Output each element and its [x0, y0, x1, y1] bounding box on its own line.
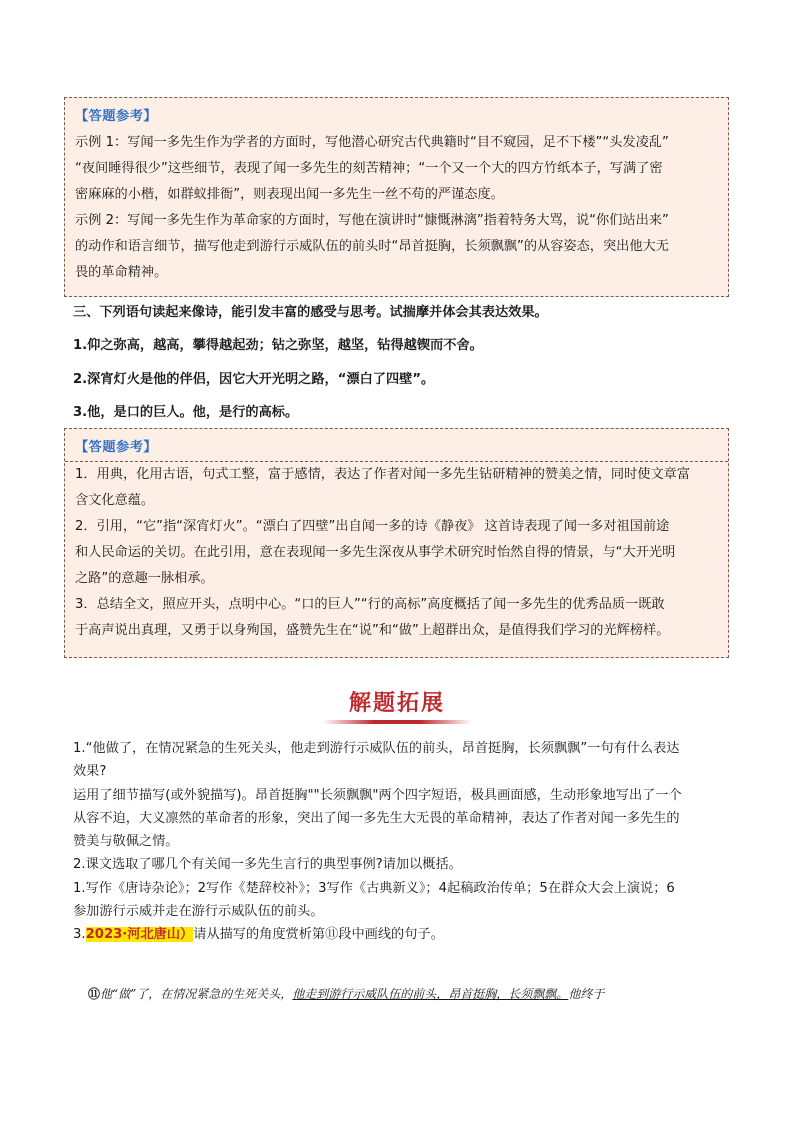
answer-line: 和人民命运的关切。在此引用，意在表现闻一多先生深夜从事学术研究时怡然自得的情景，与“大开光明	[75, 545, 676, 560]
answer-box-1	[64, 97, 729, 297]
source-tag: 2023·河北唐山）	[85, 927, 194, 943]
answer-box-2	[64, 428, 729, 658]
paragraph-number: ⑪	[88, 987, 101, 1001]
answer-line: 含文化意蕴。	[75, 493, 155, 508]
answer-line: 1.写作《唐诗杂论》；2写作《楚辞校补》；3写作《古典新义》；4起稿政治传单；5在群众大会上演说；6	[73, 880, 675, 896]
answer-line: 从容不迫，大义凛然的革命者的形象，突出了闻一多先生大无畏的革命精神，表达了作者对闻一多先生的	[73, 810, 680, 826]
title-underline	[322, 720, 472, 724]
answer-line: 密麻麻的小楷，如群蚁排衙”，则表现出闻一多先生一丝不苟的严谨态度。	[75, 187, 504, 202]
answer-title: 【答题参考】	[75, 440, 158, 455]
quoted-passage	[88, 985, 738, 1002]
answer-line: 畏的革命精神。	[75, 265, 168, 280]
question-item: 3.他，是口的巨人。他，是行的高标。	[73, 405, 299, 420]
answer-line: 1．用典，化用古语，句式工整，富于感情，表达了作者对闻一多先生钻研精神的赞美之情，同时使文章富	[75, 467, 691, 482]
quote-underlined: 他走到游行示威队伍的前头，昂首挺胸，长须飘飘。	[292, 987, 569, 1001]
answer-line: 示例 2：写闻一多先生作为革命家的方面时，写他在演讲时“慷慨淋漓”指着特务大骂，说“你们站出来”	[75, 213, 669, 228]
answer-line: 赞美与敬佩之情。	[73, 834, 179, 850]
answer-line: 运用了细节描写(或外貌描写)。昂首挺胸""长须飘飘"两个四字短语，极具画面感，生动形象地写出了一个	[73, 787, 682, 803]
answer-line: 3．总结全文，照应开头，点明中心。“口的巨人”“行的高标”高度概括了闻一多先生的优秀品质一既敢	[75, 597, 665, 612]
question-line: 效果?	[73, 764, 107, 780]
question-line	[73, 923, 733, 946]
extension-content	[73, 737, 733, 947]
question-number: 3.	[73, 927, 86, 943]
extension-title: 解题拓展	[348, 690, 445, 716]
answer-line: 的动作和语言细节，描写他走到游行示威队伍的前头时“昂首挺胸，长须飘飘”的从容姿态，突出他大无	[75, 239, 669, 254]
quote-start: 他“做”了，在情况紧急的生死关头，	[100, 987, 293, 1001]
question-item: 1.仰之弥高，越高，攀得越起劲；钻之弥坚，越坚，钻得越锲而不舍。	[73, 338, 483, 353]
quote-end: 他终于	[568, 987, 605, 1001]
question-text: 请从描写的角度赏析第⑪段中画线的句子。	[193, 927, 444, 943]
answer-line: 之路”的意趣一脉相承。	[75, 571, 214, 586]
answer-line: 示例 1：写闻一多先生作为学者的方面时，写他潜心研究古代典籍时“目不窥园，足不下楼”“头发凌乱”	[75, 135, 669, 150]
answer-line: 于高声说出真理，又勇于以身殉国，盛赞先生在“说”和“做”上超群出众，是值得我们学习的光辉榜样。	[75, 623, 670, 638]
answer-line: 参加游行示威并走在游行示威队伍的前头。	[73, 904, 324, 920]
question-line: 1.“他做了，在情况紧急的生死关头，他走到游行示威队伍的前头，昂首挺胸，长须飘飘”一句有什么表达	[73, 741, 680, 756]
answer-line: “夜间睡得很少”这些细节，表现了闻一多先生的刻苦精神；“一个又一个大的四方竹纸本子，写满了密	[75, 161, 663, 176]
question-item: 2.深宵灯火是他的伴侣，因它大开光明之路，“漂白了四壁”。	[73, 372, 435, 387]
section-heading: 三、下列语句读起来像诗，能引发丰富的感受与思考。试揣摩并体会其表达效果。	[73, 305, 548, 320]
question-line: 2.课文选取了哪几个有关闻一多先生言行的典型事例?请加以概括。	[73, 857, 462, 873]
answer-title: 【答题参考】	[75, 109, 158, 124]
answer-line: 2．引用，“它”指“深宵灯火”。“漂白了四壁”出自闻一多的诗《静夜》 这首诗表现了闻一多对祖国前途	[75, 519, 670, 534]
